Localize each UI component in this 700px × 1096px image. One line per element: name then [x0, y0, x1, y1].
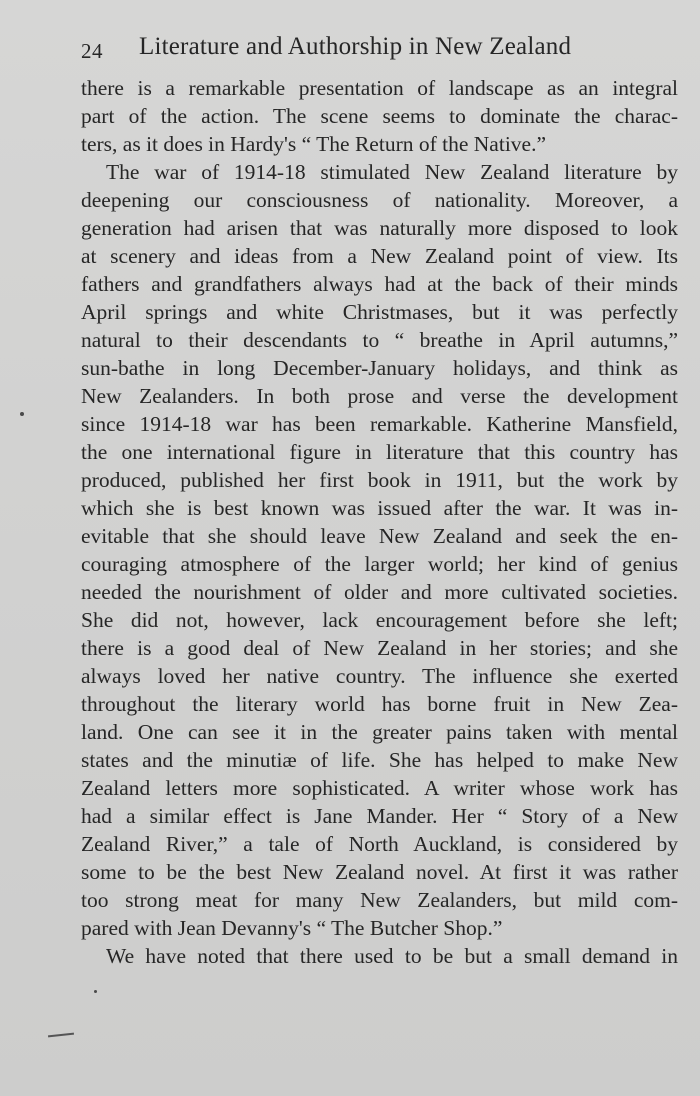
text-line: produced, published her first book in 1911, but the work by	[81, 468, 678, 492]
text-line: New Zealanders. In both prose and verse the development	[81, 384, 678, 408]
text-line: throughout the literary world has borne fruit in New Zea-	[81, 692, 678, 716]
text-line: which she is best known was issued after the war. It was in-	[81, 496, 678, 520]
text-line: fathers and grandfathers always had at the back of their minds	[81, 272, 678, 296]
text-line: needed the nourishment of older and more cultivated societies.	[81, 580, 678, 604]
text-line: some to be the best New Zealand novel. At first it was rather	[81, 860, 678, 884]
ink-mark	[48, 1033, 74, 1038]
text-line: part of the action. The scene seems to dominate the charac-	[81, 104, 678, 128]
text-line: there is a good deal of New Zealand in her stories; and she	[81, 636, 678, 660]
text-line: ters, as it does in Hardy's “ The Return of the Native.”	[81, 132, 547, 156]
text-line: Zealand letters more sophisticated. A writer whose work has	[81, 776, 678, 800]
text-line: sun-bathe in long December-January holidays, and think as	[81, 356, 678, 380]
text-line: states and the minutiæ of life. She has helped to make New	[81, 748, 678, 772]
text-line: deepening our consciousness of nationality. Moreover, a	[81, 188, 678, 212]
ink-speck	[20, 412, 24, 416]
ink-speck	[94, 990, 97, 993]
text-line: land. One can see it in the greater pains taken with mental	[81, 720, 678, 744]
running-head: Literature and Authorship in New Zealand	[139, 33, 572, 60]
text-line: She did not, however, lack encouragement before she left;	[81, 608, 678, 632]
text-line: Zealand River,” a tale of North Auckland, is considered by	[81, 832, 678, 856]
text-line: The war of 1914-18 stimulated New Zealand literature by	[106, 160, 678, 184]
text-line: April springs and white Christmases, but it was perfectly	[81, 300, 678, 324]
text-line: there is a remarkable presentation of landscape as an integral	[81, 76, 678, 100]
text-line: couraging atmosphere of the larger world; her kind of genius	[81, 552, 678, 576]
page-number: 24	[81, 39, 103, 63]
text-line: since 1914-18 war has been remarkable. Katherine Mansfield,	[81, 412, 678, 436]
text-line: always loved her native country. The influence she exerted	[81, 664, 678, 688]
text-line: pared with Jean Devanny's “ The Butcher Shop.”	[81, 916, 503, 940]
text-line: the one international figure in literature that this country has	[81, 440, 678, 464]
text-line: too strong meat for many New Zealanders, but mild com-	[81, 888, 678, 912]
text-line: had a similar effect is Jane Mander. Her “ Story of a New	[81, 804, 678, 828]
text-line: We have noted that there used to be but a small demand in	[106, 944, 678, 968]
text-line: natural to their descendants to “ breathe in April autumns,”	[81, 328, 678, 352]
text-line: evitable that she should leave New Zealand and seek the en-	[81, 524, 678, 548]
body-text	[81, 74, 678, 970]
text-line: at scenery and ideas from a New Zealand point of view. Its	[81, 244, 678, 268]
page-header	[81, 33, 641, 67]
text-line: generation had arisen that was naturally more disposed to look	[81, 216, 678, 240]
